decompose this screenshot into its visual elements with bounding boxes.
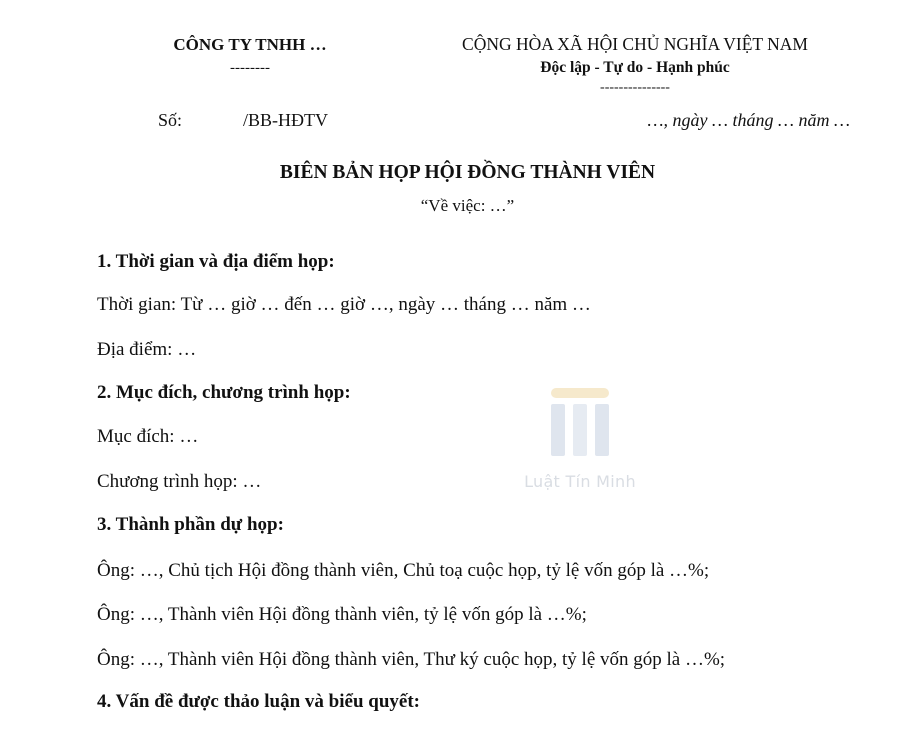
document-title: BIÊN BẢN HỌP HỘI ĐỒNG THÀNH VIÊN <box>279 162 656 183</box>
section-2-line-agenda: Chương trình họp: … <box>97 471 262 492</box>
company-divider: -------- <box>230 60 270 76</box>
document-dateline: …, ngày … tháng … năm … <box>647 110 850 130</box>
section-4-heading: 4. Vấn đề được thảo luận và biểu quyết: <box>97 691 420 712</box>
national-title: CỘNG HÒA XÃ HỘI CHỦ NGHĨA VIỆT NAM <box>462 34 808 54</box>
national-motto: Độc lập - Tự do - Hạnh phúc <box>540 59 730 76</box>
section-1-line-place: Địa điểm: … <box>97 339 197 360</box>
section-1-line-time: Thời gian: Từ … giờ … đến … giờ …, ngày … tháng … năm … <box>97 294 591 315</box>
section-2-line-purpose: Mục đích: … <box>97 426 199 447</box>
ltm-logo-icon <box>505 386 655 470</box>
motto-divider: --------------- <box>600 80 670 95</box>
section-3-heading: 3. Thành phần dự họp: <box>97 514 284 535</box>
document-subtitle: “Về việc: …” <box>420 196 515 215</box>
document-number-label: Số: <box>158 110 183 130</box>
company-name: CÔNG TY TNHH … <box>173 35 327 54</box>
section-2-heading: 2. Mục đích, chương trình họp: <box>97 382 351 403</box>
document-number-code: /BB-HĐTV <box>243 110 328 130</box>
section-3-line-chair: Ông: …, Chủ tịch Hội đồng thành viên, Chủ toạ cuộc họp, tỷ lệ vốn góp là …%; <box>97 560 710 581</box>
section-3-line-secretary: Ông: …, Thành viên Hội đồng thành viên, Thư ký cuộc họp, tỷ lệ vốn góp là …%; <box>97 649 726 670</box>
section-1-heading: 1. Thời gian và địa điểm họp: <box>97 251 335 272</box>
section-3-line-member: Ông: …, Thành viên Hội đồng thành viên, tỷ lệ vốn góp là …%; <box>97 604 587 625</box>
watermark <box>505 386 655 496</box>
watermark-text: Luật Tín Minh <box>524 472 636 491</box>
